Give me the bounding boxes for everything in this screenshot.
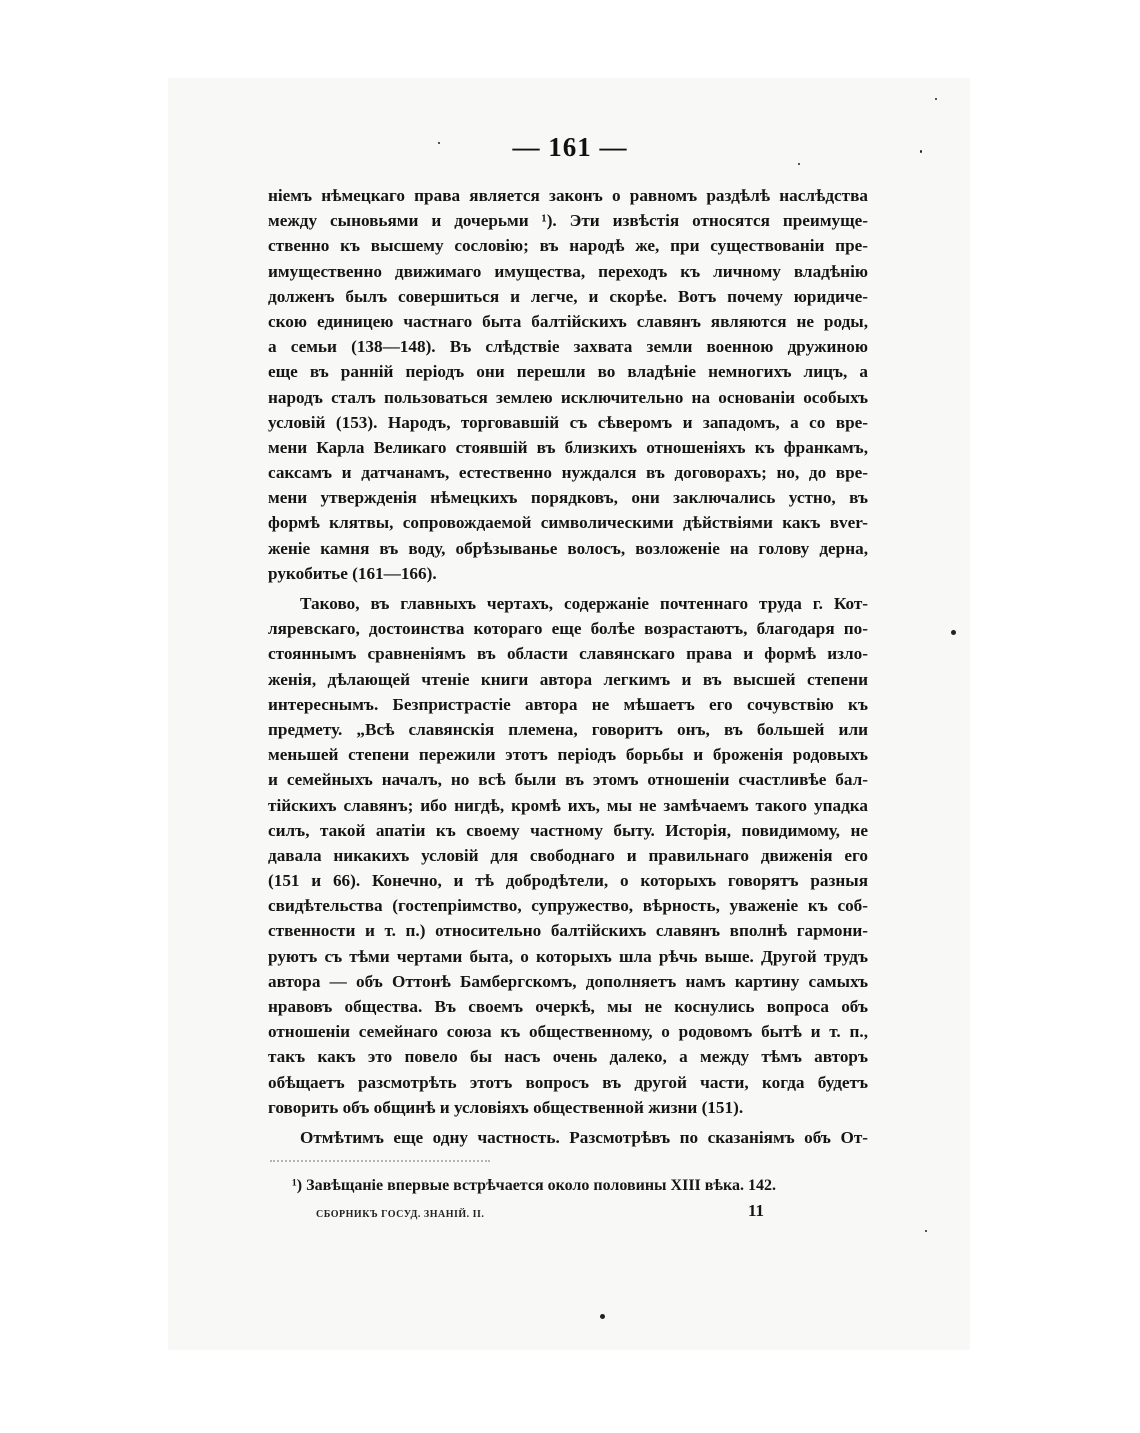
- text-line: условій (153). Народъ, торговавшій съ сѣверомъ и западомъ, а со вре-: [268, 412, 868, 432]
- text-line: долженъ былъ совершиться и легче, и скорѣе. Вотъ почему юридиче-: [268, 286, 868, 306]
- text-line: мени утвержденія нѣмецкихъ порядковъ, они заключались устно, въ: [268, 488, 868, 508]
- text-line: мени Карла Великаго стоявшій въ близкихъ отношеніяхъ къ франкамъ,: [268, 437, 868, 457]
- text-line: скою единицею частнаго быта балтійскихъ славянъ являются не роды,: [268, 311, 868, 331]
- text-line: ніемъ нѣмецкаго права является законъ о равномъ раздѣлѣ наслѣдства: [268, 186, 868, 205]
- scan-speck: [935, 98, 937, 100]
- sheet-number: 11: [748, 1201, 765, 1220]
- page-number: — 161 —: [512, 132, 628, 162]
- printer-signature: СБОРНИКЪ ГОСУД. ЗНАНІЙ. II.: [316, 1209, 485, 1220]
- text-line: Таково, въ главныхъ чертахъ, содержаніе почтеннаго труда г. Кот-: [300, 594, 868, 613]
- text-line: и семейныхъ началъ, но всѣ были въ этомъ отношеніи счастливѣе бал-: [268, 770, 868, 790]
- text-line: саксамъ и датчанамъ, естественно нуждался въ договорахъ; но, до вре-: [268, 463, 868, 483]
- text-line: между сыновьями и дочерьми ¹). Эти извѣстія относятся преимуще-: [268, 211, 868, 231]
- text-line: ственно къ высшему сословію; въ народѣ же, при существованіи пре-: [268, 236, 868, 256]
- text-line: ственности и т. п.) относительно балтійскихъ славянъ вполнѣ гармони-: [268, 921, 868, 941]
- body-text: [268, 183, 868, 1150]
- text-line: формѣ клятвы, сопровождаемой символическими дѣйствіями какъ вver-: [268, 513, 868, 533]
- scan-speck: [951, 630, 956, 635]
- footnote-text: Завѣщаніе впервые встрѣчается около половины XIII вѣка. 142.: [306, 1177, 776, 1194]
- text-line: а семьи (138—148). Въ слѣдствіе захвата земли военною дружиною: [268, 337, 868, 357]
- text-line: отношеніи семейнаго союза къ общественному, о родовомъ бытѣ и т. п.,: [268, 1022, 868, 1042]
- scan-speck: [925, 1230, 927, 1232]
- scan-speck: [920, 150, 922, 153]
- text-line: силъ, такой апатіи къ своему частному быту. Исторія, повидимому, не: [268, 820, 868, 840]
- text-line: предмету. „Всѣ славянскія племена, говоритъ онъ, въ большей или: [268, 719, 868, 739]
- text-line: обѣщаетъ разсмотрѣть этотъ вопросъ въ другой части, когда будетъ: [268, 1072, 868, 1092]
- text-line: Отмѣтимъ еще одну частность. Разсмотрѣвъ по сказаніямъ объ От-: [300, 1127, 868, 1147]
- text-line: еще въ ранній періодъ они перешли во владѣніе немногихъ лицъ, а: [268, 362, 868, 382]
- text-line: говорить объ общинѣ и условіяхъ общественной жизни (151).: [268, 1097, 744, 1117]
- text-line: меньшей степени пережили этотъ періодъ борьбы и броженія родовыхъ: [268, 745, 868, 765]
- text-line: рукобитье (161—166).: [268, 563, 437, 583]
- text-line: интереснымъ. Безпристрастіе автора не мѣшаетъ его сочувствію къ: [268, 694, 868, 714]
- cut-off-line-remnant: [270, 1160, 490, 1166]
- footnote: [292, 1177, 776, 1195]
- text-line: свидѣтельства (гостепріимство, супружество, вѣрность, уваженіе къ соб-: [268, 896, 868, 916]
- text-line: женія, дѣлающей чтеніе книги автора легкимъ и въ высшей степени: [268, 669, 868, 689]
- text-line: нравовъ общества. Въ своемъ очеркѣ, мы не коснулись вопроса объ: [268, 997, 868, 1016]
- text-line: давала никакихъ условій для свободнаго и правильнаго движенія его: [268, 845, 868, 865]
- text-line: ляревскаго, достоинства котораго еще болѣе возрастаютъ, благодаря по-: [268, 619, 868, 639]
- text-line: (151 и 66). Конечно, и тѣ добродѣтели, о которыхъ говорятъ разныя: [268, 871, 868, 891]
- text-line: тійскихъ славянъ; ибо нигдѣ, кромѣ ихъ, мы не замѣчаемъ такого упадка: [268, 795, 868, 815]
- text-line: женіе камня въ воду, обрѣзыванье волосъ, возложеніе на голову дерна,: [268, 538, 868, 558]
- scan-speck: [600, 1314, 605, 1319]
- text-line: руютъ съ тѣми чертами быта, о которыхъ шла рѣчь выше. Другой трудъ: [268, 946, 868, 966]
- scan-speck: [438, 142, 440, 144]
- text-line: стояннымъ сравненіямъ въ области славянскаго права и формѣ изло-: [268, 644, 868, 664]
- text-line: автора — объ Оттонѣ Бамбергскомъ, дополняетъ намъ картину самыхъ: [268, 971, 868, 991]
- text-line: народъ сталъ пользоваться землею исключительно на основаніи особыхъ: [268, 387, 868, 407]
- scan-speck: [798, 163, 800, 165]
- text-line: имущественно движимаго имущества, переходъ къ личному владѣнію: [268, 261, 868, 281]
- text-line: такъ какъ это повело бы насъ очень далеко, а между тѣмъ авторъ: [268, 1047, 868, 1067]
- footnote-marker: ¹): [292, 1177, 303, 1194]
